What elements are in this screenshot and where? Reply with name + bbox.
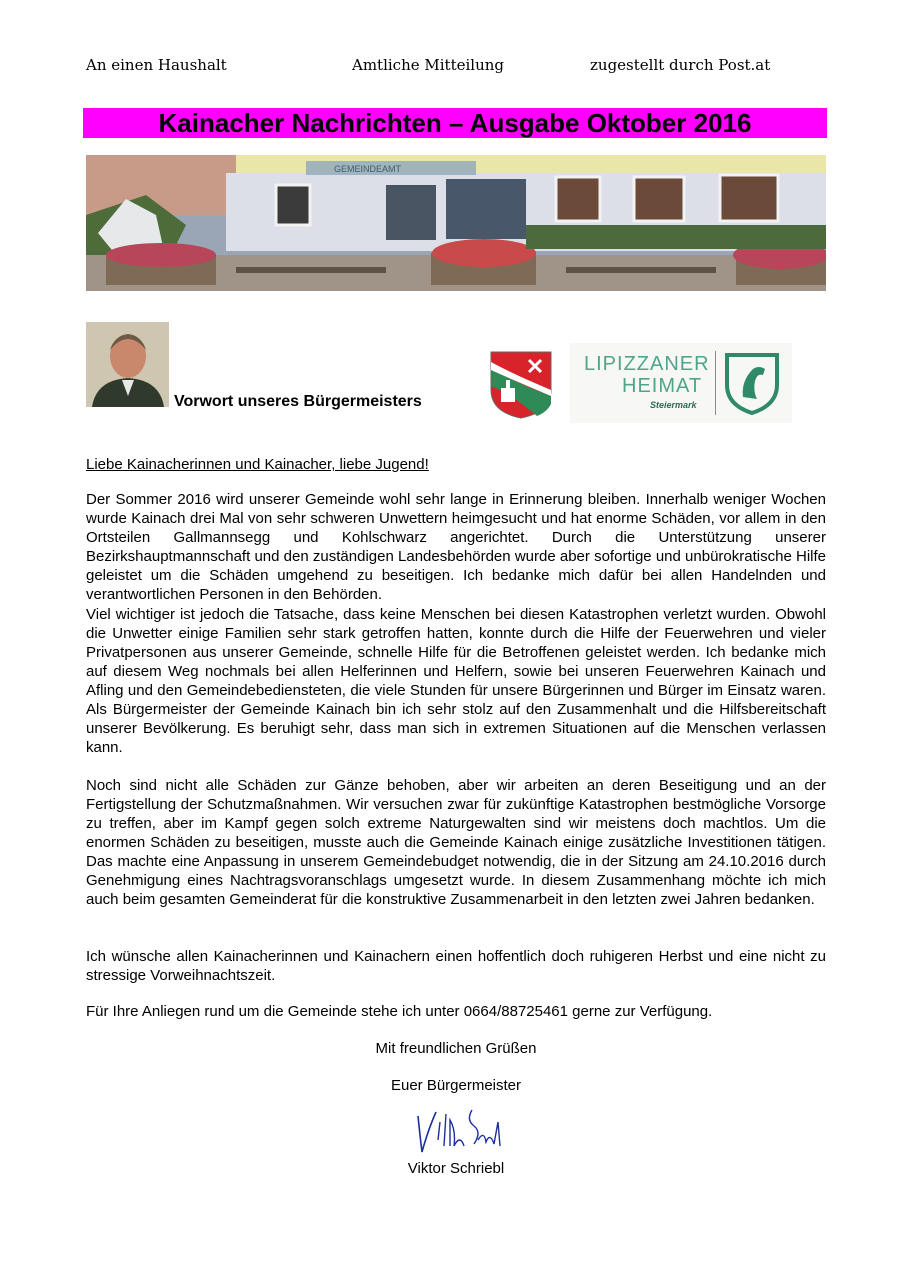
logo-line3: Steiermark bbox=[650, 400, 697, 410]
logo-line2: HEIMAT bbox=[622, 375, 703, 397]
newsletter-title: Kainacher Nachrichten – Ausgabe Oktober 2016 bbox=[83, 108, 827, 138]
header-right-text: zugestellt durch Post.at bbox=[590, 56, 771, 74]
town-hall-photo bbox=[86, 155, 826, 291]
letter-closing: Mit freundlichen Grüßen bbox=[375, 1040, 537, 1057]
letter-salutation: Liebe Kainacherinnen und Kainacher, liebe Jugend! bbox=[86, 456, 429, 473]
mayor-portrait bbox=[86, 322, 169, 407]
logo-line1: LIPIZZANER bbox=[584, 353, 710, 375]
header-left-text: An einen Haushalt bbox=[86, 56, 227, 74]
municipality-crest-icon bbox=[489, 350, 553, 420]
letter-paragraph-3: Noch sind nicht alle Schäden zur Gänze behoben, aber wir arbeiten an deren Beseitigung und an der Fertigstellung der Schutzmaßnahmen. Wir versuchen zwar für zukünftige Katastrophen bestmögliche Vorsorge zu treffen, aber im Kampf gegen solch extreme Naturgewalten sind wir meistens doch machtlos. Um die enormen Schäden zu beseitigen, musste auch die Gemeinde Kainach einige zusätzliche Investitionen tätigen. Das machte eine Anpassung in unserem Gemeindebudget notwendig, die in der Sitzung am 24.10.2016 durch Genehmigung eines Nachtragsvoranschlags umgesetzt wurde. In diesem Zusammenhang möchte ich mich auch beim gesamten Gemeinderat für die konstruktive Zusammenarbeit in den letzten zwei Jahren bedanken. bbox=[86, 777, 826, 908]
logo-divider bbox=[715, 351, 716, 415]
lipizzaner-heimat-logo bbox=[570, 343, 792, 423]
header-middle-text: Amtliche Mitteilung bbox=[352, 56, 504, 74]
letter-paragraph-4: Ich wünsche allen Kainacherinnen und Kainachern einen hoffentlich doch ruhigeren Herbst und eine nicht zu stressige Vorweihnachtszeit. bbox=[86, 948, 826, 984]
section-heading: Vorwort unseres Bürgermeisters bbox=[174, 393, 422, 410]
letter-paragraph-1: Der Sommer 2016 wird unserer Gemeinde wohl sehr lange in Erinnerung bleiben. Innerhalb weniger Wochen wurde Kainach drei Mal von sehr schweren Unwettern heimgesucht und hat enorme Schäden, vor allem in den Ortsteilen Gallmannsegg und Kohlschwarz angerichtet. Durch die Unterstützung unserer Bezirkshauptmannschaft und den zuständigen Landesbehörden wurde aber sofortige und unbürokratische Hilfe geleistet um die Schäden umgehend zu beseitigen. Ich bedanke mich dafür bei allen Handelnden und verantwortlichen Personen in den Behörden. bbox=[86, 491, 826, 603]
gemeindeamt-sign: GEMEINDEAMT bbox=[334, 164, 402, 174]
letter-role: Euer Bürgermeister bbox=[390, 1077, 522, 1094]
horse-shield-icon bbox=[723, 351, 781, 417]
letter-paragraph-2: Viel wichtiger ist jedoch die Tatsache, dass keine Menschen bei diesen Katastrophen verletzt wurden. Obwohl die Unwetter einige Familien sehr stark getroffen hatten, konnte durch die Hilfe der Feuerwehren und vieler Privatpersonen aus unserer Gemeinde, schnelle Hilfe für die Betroffenen geleistet werden. Ich bedanke mich auf diesem Weg nochmals bei allen Helferinnen und Helfern, sowie bei unseren Feuerwehren Kainach und Afling und den Gemeindebediensteten, die viele Stunden für unsere Bürgerinnen und Bürger im Einsatz waren. Als Bürgermeister der Gemeinde Kainach bin ich sehr stolz auf den Zusammenhalt und die Hilfsbereitschaft unserer Bevölkerung. Es beruhigt sehr, dass man sich in extremen Situationen auf die Menschen verlassen kann. bbox=[86, 606, 826, 756]
mayor-name: Viktor Schriebl bbox=[407, 1160, 505, 1177]
handwritten-signature bbox=[410, 1100, 510, 1160]
letter-paragraph-5: Für Ihre Anliegen rund um die Gemeinde stehe ich unter 0664/88725461 gerne zur Verfügung. bbox=[86, 1003, 713, 1020]
